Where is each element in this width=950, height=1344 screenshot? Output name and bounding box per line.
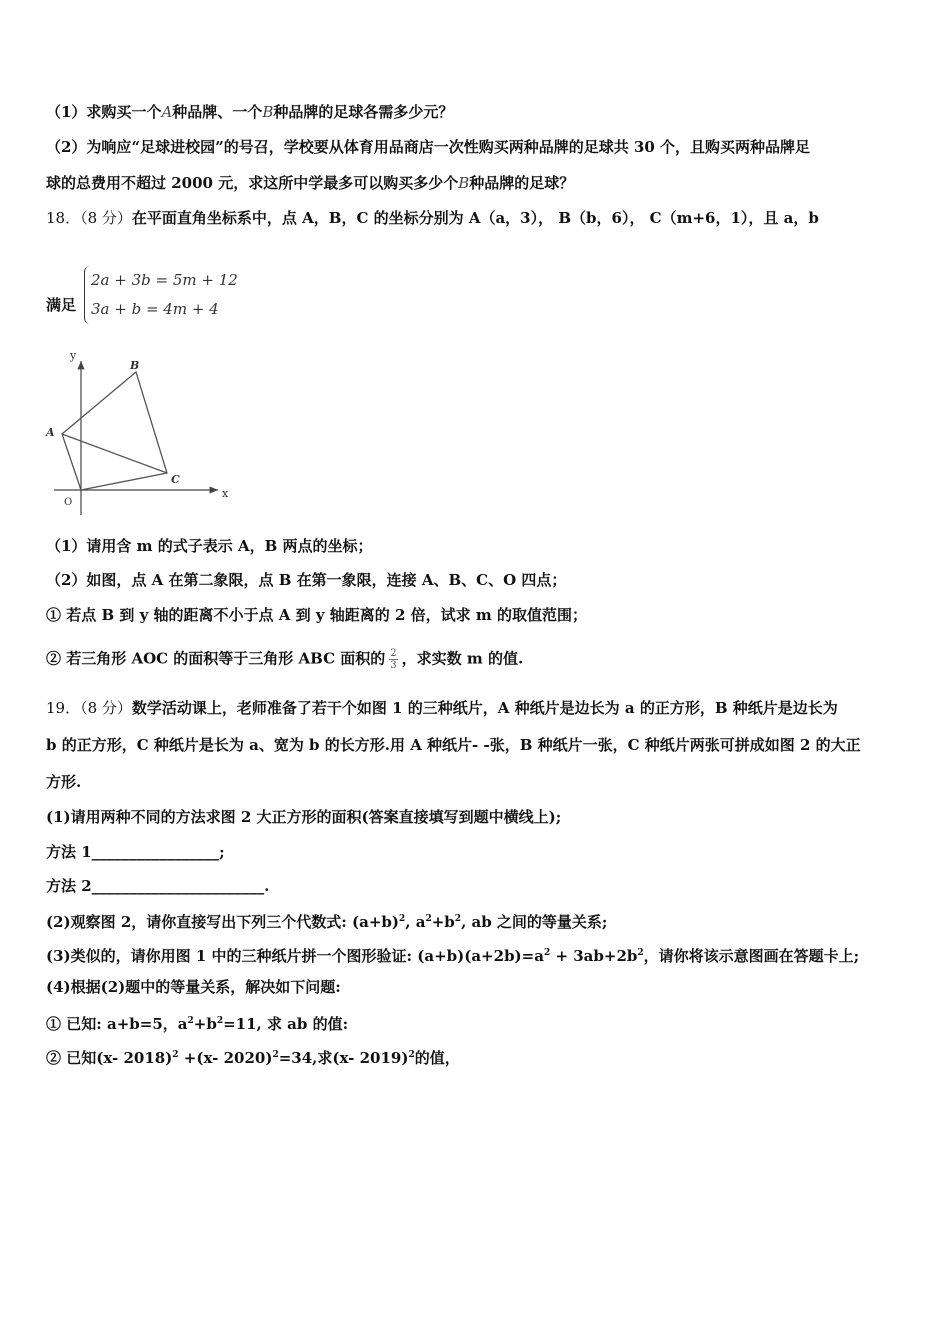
q18-item1: ① 若点 B 到 y 轴的距离不小于点 A 到 y 轴距离的 2 倍，试求 m 的取值范围； [46, 606, 587, 624]
segment-ac [62, 434, 167, 473]
q19-sub3: (3)类似的，请你用图 1 中的三种纸片拼一个图形验证: $(a+b)(a+2b)=a^2 + 3ab+2b^2$，请你将该示意图画在答题卡上; [46, 947, 860, 965]
q19-case1: ① 已知: a+b=5，$a^2+b^2=11$, 求 ab 的值: [46, 1015, 349, 1033]
polygon-oacb [62, 372, 167, 490]
q19-sub1: (1)请用两种不同的方法求图 2 大正方形的面积(答案直接填写到题中横线上); [46, 808, 562, 826]
q18-stem: 18．（8 分）在平面直角坐标系中，点 A，B，C 的坐标分别为 A（a，3）， B（b，6）， C（m+6，1），且 a，b [46, 209, 819, 227]
brand-a-var: A [161, 103, 173, 121]
point-a-label: A [46, 426, 55, 439]
x-axis-label: x [222, 487, 229, 500]
point-b-label: B [130, 359, 140, 372]
coordinate-figure [40, 345, 240, 520]
q18-item2: ② 若三角形 AOC 的面积等于三角形 ABC 面积的 $\frac{2}{3}$ ，求实数 m 的值. [46, 648, 524, 671]
q17-part2-line2: 球的总费用不超过 2000 元，求这所中学最多可以购买多少个B种品牌的足球？ [46, 174, 575, 192]
fraction-two-thirds: $\frac{2}{3}$ [390, 648, 397, 671]
q18-satisfy-label: 满足 [46, 296, 77, 314]
point-c-label: C [171, 473, 180, 486]
brand-b-var: B [458, 174, 470, 192]
equation-2: 3a + b = 4m + 4 [91, 300, 219, 318]
q19-stem-line1: 19．（8 分）数学活动课上，老师准备了若干个如图 1 的三种纸片，A 种纸片是边长为 a 的正方形，B 种纸片是边长为 [46, 699, 838, 717]
q19-sub4: (4)根据(2)题中的等量关系，解决如下问题: [46, 978, 341, 996]
q19-case2: ② 已知(x- 2018)$^2$ +(x- 2020)$^2$=34,求(x- 2019)$^2$的值， [46, 1049, 460, 1067]
q19-stem-line3: 方形. [46, 773, 82, 791]
q17-part2-line1: （2）为响应“足球进校园”的号召，学校要从体育用品商店一次性购买两种品牌的足球共 30 个，且购买两种品牌足 [46, 138, 811, 156]
origin-label: O [64, 497, 73, 508]
q19-method1: 方法 1_________________; [46, 843, 225, 861]
brand-b-var: B [262, 103, 274, 121]
equation-system [84, 266, 251, 324]
equation-1: 2a + 3b = 5m + 12 [91, 271, 238, 289]
q18-score: （8 分） [80, 209, 132, 227]
q18-sub1: （1）请用含 m 的式子表示 A，B 两点的坐标； [46, 537, 373, 555]
q19-stem-line2: b 的正方形，C 种纸片是长为 a、宽为 b 的长方形.用 A 种纸片- -张，B 种纸片一张，C 种纸片两张可拼成如图 2 的大正 [46, 736, 861, 754]
q19-method2: 方法 2_______________________. [46, 877, 270, 895]
q19-score: （8 分） [80, 699, 132, 717]
q17-part1: （1）求购买一个A种品牌、一个B种品牌的足球各需多少元？ [46, 103, 454, 121]
y-axis-label: y [70, 349, 77, 362]
q19-sub2: (2)观察图 2，请你直接写出下列三个代数式: $(a+b)^2$, $a^2+b^2$, ab 之间的等量关系; [46, 913, 608, 931]
q18-number: 18． [46, 209, 81, 227]
q19-number: 19． [46, 699, 81, 717]
q18-sub2: （2）如图，点 A 在第二象限，点 B 在第一象限，连接 A、B、C、O 四点； [46, 571, 567, 589]
